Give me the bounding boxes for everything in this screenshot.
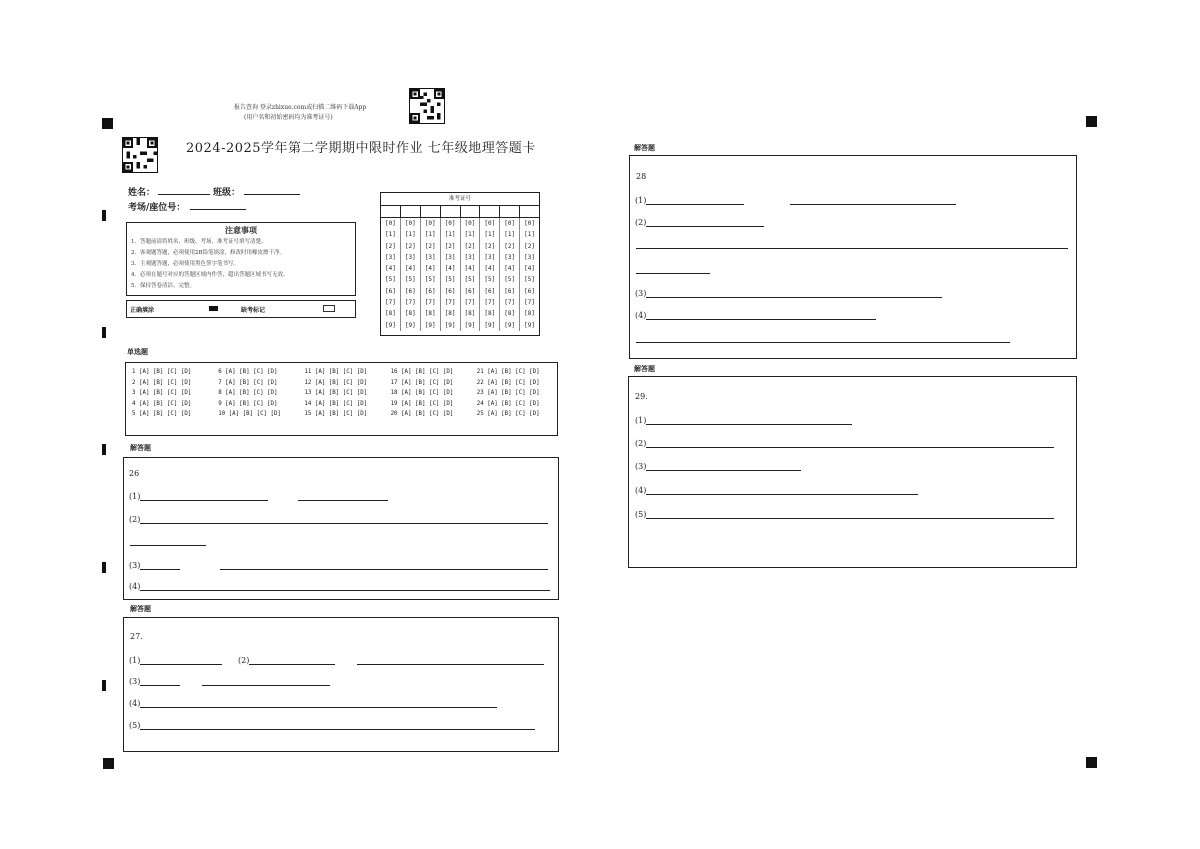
note-item: 2．客观题答题，必须使用2B铅笔填涂，修改时用橡皮擦干净。: [131, 250, 286, 256]
choice-question[interactable]: 21 [A] [B] [C] [D]: [476, 369, 540, 375]
q29-box: [628, 376, 1077, 568]
timing-mark: [102, 210, 106, 221]
exam-digit-bubble[interactable]: [6]: [524, 287, 535, 295]
exam-digit-bubble[interactable]: [4]: [524, 265, 535, 273]
exam-digit-bubble[interactable]: [3]: [444, 253, 456, 261]
q26-part4[interactable]: (4): [129, 581, 550, 591]
exam-digit-bubble[interactable]: [0]: [464, 220, 476, 227]
exam-digit-bubble[interactable]: [2]: [385, 242, 396, 250]
choice-question[interactable]: 19 [A] [B] [C] [D]: [390, 400, 454, 407]
seat-field[interactable]: [190, 209, 246, 210]
exam-digit-bubble[interactable]: [5]: [424, 276, 436, 284]
class-label: 班级：: [213, 188, 241, 198]
answer-section-title: 解答题: [634, 143, 655, 152]
exam-digit-bubble[interactable]: [8]: [524, 310, 535, 318]
notes-title: 注意事项: [225, 225, 257, 235]
exam-digit-bubble[interactable]: [9]: [524, 321, 535, 329]
exam-number-column: [381, 218, 401, 331]
q26-number: 26: [129, 469, 140, 478]
exam-digit-bubble[interactable]: [1]: [524, 231, 535, 239]
exam-digit-bubble[interactable]: [3]: [524, 253, 535, 261]
choice-question[interactable]: 8 [A] [B] [C] [D]: [218, 390, 278, 396]
q27-part5[interactable]: (5): [129, 720, 535, 730]
exam-digit-bubble[interactable]: [9]: [464, 321, 476, 329]
exam-digit-bubble[interactable]: [9]: [424, 321, 436, 329]
exam-digit-bubble[interactable]: [8]: [404, 310, 416, 318]
q28-part2[interactable]: (2): [635, 217, 764, 227]
choice-question[interactable]: 2 [A] [B] [C] [D]: [132, 379, 192, 386]
answer-section-title: 解答题: [130, 443, 151, 452]
exam-digit-bubble[interactable]: [4]: [464, 265, 476, 273]
exam-digit-bubble[interactable]: [0]: [444, 220, 456, 227]
q29-number: 29.: [635, 392, 648, 401]
exam-number-header: 准考证号: [381, 193, 539, 206]
choice-row: [126, 388, 557, 399]
q29-part3[interactable]: (3): [635, 461, 801, 471]
fill-legend-box: [126, 300, 356, 318]
choice-row: [126, 399, 557, 410]
exam-digit-bubble[interactable]: [3]: [404, 253, 416, 261]
choice-question[interactable]: 10 [A] [B] [C] [D]: [218, 411, 282, 417]
choice-question[interactable]: 7 [A] [B] [C] [D]: [218, 379, 278, 386]
exam-digit-bubble[interactable]: [4]: [404, 265, 416, 273]
page-title: 2024-2025学年第二学期期中限时作业 七年级地理答题卡: [186, 141, 536, 156]
exam-digit-bubble[interactable]: [6]: [444, 287, 456, 295]
choice-question[interactable]: 15 [A] [B] [C] [D]: [304, 411, 368, 417]
exam-number-column: [441, 218, 461, 331]
exam-digit-bubble[interactable]: [1]: [424, 231, 436, 239]
single-choice-title: 单选题: [127, 347, 148, 356]
exam-digit-bubble[interactable]: [1]: [385, 231, 396, 239]
q29-part2[interactable]: (2): [635, 438, 1054, 448]
choice-question[interactable]: 17 [A] [B] [C] [D]: [390, 379, 454, 386]
note-item: 4．必须在题号对应的答题区域内作答，超出答题区域书写无效。: [131, 272, 289, 278]
q28-part3[interactable]: (3): [635, 288, 942, 298]
q28-number: 28: [636, 172, 647, 181]
exam-digit-bubble[interactable]: [6]: [504, 287, 516, 295]
qr-code-report: [409, 88, 445, 124]
choice-question[interactable]: 1 [A] [B] [C] [D]: [132, 369, 192, 375]
exam-number-column: [461, 218, 481, 331]
exam-digit-bubble[interactable]: [6]: [484, 287, 496, 295]
q27-part3[interactable]: (3): [129, 676, 330, 686]
single-choice-grid: [125, 362, 558, 436]
fill-correct-label: 正确填涂: [130, 307, 155, 314]
exam-digit-bubble[interactable]: [3]: [385, 253, 396, 261]
exam-digit-bubble[interactable]: [5]: [464, 276, 476, 284]
exam-digit-bubble[interactable]: [2]: [424, 242, 436, 250]
corner-mark-bottom-right: [1086, 757, 1097, 768]
exam-digit-bubble[interactable]: [0]: [385, 220, 396, 227]
name-label: 姓名：: [128, 188, 156, 198]
q26-part2-continue[interactable]: [130, 545, 206, 546]
exam-digit-bubble[interactable]: [9]: [504, 321, 516, 329]
q27-part1[interactable]: (1): [129, 655, 222, 665]
exam-digit-bubble[interactable]: [0]: [484, 220, 496, 227]
choice-question[interactable]: 23 [A] [B] [C] [D]: [476, 390, 540, 396]
exam-digit-bubble[interactable]: [1]: [464, 231, 476, 239]
timing-mark: [102, 444, 106, 455]
exam-digit-bubble[interactable]: [5]: [504, 276, 516, 284]
answer-section-title: 解答题: [130, 604, 151, 613]
class-field[interactable]: [244, 194, 300, 195]
exam-digit-bubble[interactable]: [1]: [504, 231, 516, 239]
exam-digit-bubble[interactable]: [3]: [484, 253, 496, 261]
exam-digit-bubble[interactable]: [2]: [524, 242, 535, 250]
exam-digit-bubble[interactable]: [3]: [504, 253, 516, 261]
exam-digit-bubble[interactable]: [8]: [504, 310, 516, 318]
choice-question[interactable]: 24 [A] [B] [C] [D]: [476, 400, 540, 407]
q29-part1[interactable]: (1): [635, 415, 852, 425]
exam-number-write-row: [381, 206, 539, 218]
exam-digit-bubble[interactable]: [2]: [464, 242, 476, 250]
exam-digit-bubble[interactable]: [9]: [385, 321, 396, 329]
exam-number-column: [421, 218, 441, 331]
exam-digit-bubble[interactable]: [0]: [504, 220, 516, 227]
exam-digit-bubble[interactable]: [5]: [404, 276, 416, 284]
notes-box: [126, 222, 356, 296]
q28-part1[interactable]: (1): [635, 195, 956, 205]
exam-digit-bubble[interactable]: [4]: [484, 265, 496, 273]
q26-part1[interactable]: (1): [129, 491, 388, 501]
choice-row: [126, 409, 557, 420]
absent-label: 缺考标记: [241, 307, 266, 314]
corner-mark-top-left: [102, 118, 113, 129]
timing-mark: [102, 562, 106, 573]
exam-digit-bubble[interactable]: [5]: [385, 276, 396, 284]
exam-number-grid: [380, 192, 540, 336]
q28-part4[interactable]: (4): [635, 310, 876, 320]
exam-digit-bubble[interactable]: [8]: [464, 310, 476, 318]
absent-checkbox[interactable]: [323, 305, 335, 312]
choice-question[interactable]: 22 [A] [B] [C] [D]: [476, 379, 540, 386]
exam-digit-bubble[interactable]: [4]: [504, 265, 516, 273]
fill-sample-icon: [209, 306, 218, 311]
q28-part2-continue[interactable]: [636, 248, 1068, 249]
report-notice: 报告查询 登录zhixue.com或扫描二维码下载App: [234, 104, 367, 111]
exam-digit-bubble[interactable]: [0]: [424, 220, 436, 227]
exam-digit-bubble[interactable]: [2]: [504, 242, 516, 250]
q26-part3[interactable]: (3): [129, 560, 548, 570]
exam-digit-bubble[interactable]: [1]: [444, 231, 456, 239]
exam-digit-bubble[interactable]: [6]: [404, 287, 416, 295]
exam-digit-bubble[interactable]: [7]: [404, 299, 416, 307]
choice-question[interactable]: 18 [A] [B] [C] [D]: [390, 390, 454, 396]
exam-digit-bubble[interactable]: [5]: [444, 276, 456, 284]
choice-row: [126, 378, 557, 389]
choice-row: [126, 367, 557, 378]
choice-question[interactable]: 14 [A] [B] [C] [D]: [304, 400, 368, 407]
q27-number: 27.: [130, 632, 143, 641]
choice-question[interactable]: 16 [A] [B] [C] [D]: [390, 369, 454, 375]
note-item: 5．保持答卷清洁、完整。: [131, 283, 196, 289]
exam-digit-bubble[interactable]: [4]: [385, 265, 396, 273]
q28-part4-continue[interactable]: [636, 342, 1010, 343]
login-notice: (用户名和初始密码均为准考证号): [244, 114, 333, 121]
q28-box: [629, 155, 1077, 359]
exam-digit-bubble[interactable]: [7]: [504, 299, 516, 307]
seat-label: 考场/座位号：: [128, 203, 186, 213]
exam-digit-bubble[interactable]: [8]: [444, 310, 456, 318]
q27-part4[interactable]: (4): [129, 698, 497, 708]
choice-question[interactable]: 13 [A] [B] [C] [D]: [304, 390, 368, 396]
timing-mark: [102, 327, 106, 338]
corner-mark-top-right: [1086, 116, 1097, 127]
name-field[interactable]: [158, 194, 210, 195]
choice-question[interactable]: 6 [A] [B] [C] [D]: [218, 369, 278, 375]
q28-part2-continue2[interactable]: [636, 273, 710, 274]
exam-number-column: [401, 218, 421, 331]
exam-digit-bubble[interactable]: [8]: [385, 310, 396, 318]
exam-digit-bubble[interactable]: [6]: [424, 287, 436, 295]
exam-digit-bubble[interactable]: [2]: [404, 242, 416, 250]
exam-number-column: [520, 218, 539, 331]
exam-digit-bubble[interactable]: [3]: [424, 253, 436, 261]
exam-digit-bubble[interactable]: [7]: [484, 299, 496, 307]
q29-part4[interactable]: (4): [635, 485, 918, 495]
exam-digit-bubble[interactable]: [4]: [444, 265, 456, 273]
q27-box: [123, 617, 559, 752]
q27-part2[interactable]: (2): [238, 655, 544, 665]
choice-question[interactable]: 4 [A] [B] [C] [D]: [132, 400, 192, 407]
exam-digit-bubble[interactable]: [0]: [404, 220, 416, 227]
exam-digit-bubble[interactable]: [7]: [424, 299, 436, 307]
exam-digit-bubble[interactable]: [1]: [404, 231, 416, 239]
exam-digit-bubble[interactable]: [7]: [524, 299, 535, 307]
exam-digit-bubble[interactable]: [9]: [444, 321, 456, 329]
exam-number-column: [480, 218, 500, 331]
q26-box: [123, 457, 559, 600]
exam-digit-bubble[interactable]: [0]: [524, 220, 535, 227]
exam-digit-bubble[interactable]: [8]: [484, 310, 496, 318]
q29-part5[interactable]: (5): [635, 509, 1054, 519]
choice-question[interactable]: 12 [A] [B] [C] [D]: [304, 379, 368, 386]
exam-digit-bubble[interactable]: [7]: [385, 299, 396, 307]
exam-digit-bubble[interactable]: [4]: [424, 265, 436, 273]
exam-digit-bubble[interactable]: [5]: [484, 276, 496, 284]
timing-mark: [102, 680, 106, 691]
choice-question[interactable]: 5 [A] [B] [C] [D]: [132, 411, 192, 417]
exam-digit-bubble[interactable]: [2]: [444, 242, 456, 250]
corner-mark-bottom-left: [103, 758, 114, 769]
exam-digit-bubble[interactable]: [7]: [464, 299, 476, 307]
note-item: 3．主观题答题，必须使用黑色签字笔书写。: [131, 261, 240, 267]
qr-code-card: [122, 137, 158, 173]
note-item: 1．答题前请将姓名、班级、考场、准考证号填写清楚。: [131, 239, 267, 245]
exam-digit-bubble[interactable]: [6]: [385, 287, 396, 295]
exam-digit-bubble[interactable]: [5]: [524, 276, 535, 284]
q26-part2[interactable]: (2): [129, 514, 548, 524]
choice-question[interactable]: 3 [A] [B] [C] [D]: [132, 390, 192, 396]
exam-digit-bubble[interactable]: [7]: [444, 299, 456, 307]
exam-digit-bubble[interactable]: [6]: [464, 287, 476, 295]
choice-question[interactable]: 25 [A] [B] [C] [D]: [476, 411, 540, 417]
answer-section-title: 解答题: [634, 364, 655, 373]
exam-digit-bubble[interactable]: [2]: [484, 242, 496, 250]
exam-digit-bubble[interactable]: [1]: [484, 231, 496, 239]
choice-question[interactable]: 11 [A] [B] [C] [D]: [304, 369, 368, 375]
exam-number-column: [500, 218, 520, 331]
exam-digit-bubble[interactable]: [3]: [464, 253, 476, 261]
choice-question[interactable]: 9 [A] [B] [C] [D]: [218, 400, 278, 407]
exam-digit-bubble[interactable]: [9]: [404, 321, 416, 329]
exam-digit-bubble[interactable]: [8]: [424, 310, 436, 318]
exam-digit-bubble[interactable]: [9]: [484, 321, 496, 329]
choice-question[interactable]: 20 [A] [B] [C] [D]: [390, 411, 454, 417]
